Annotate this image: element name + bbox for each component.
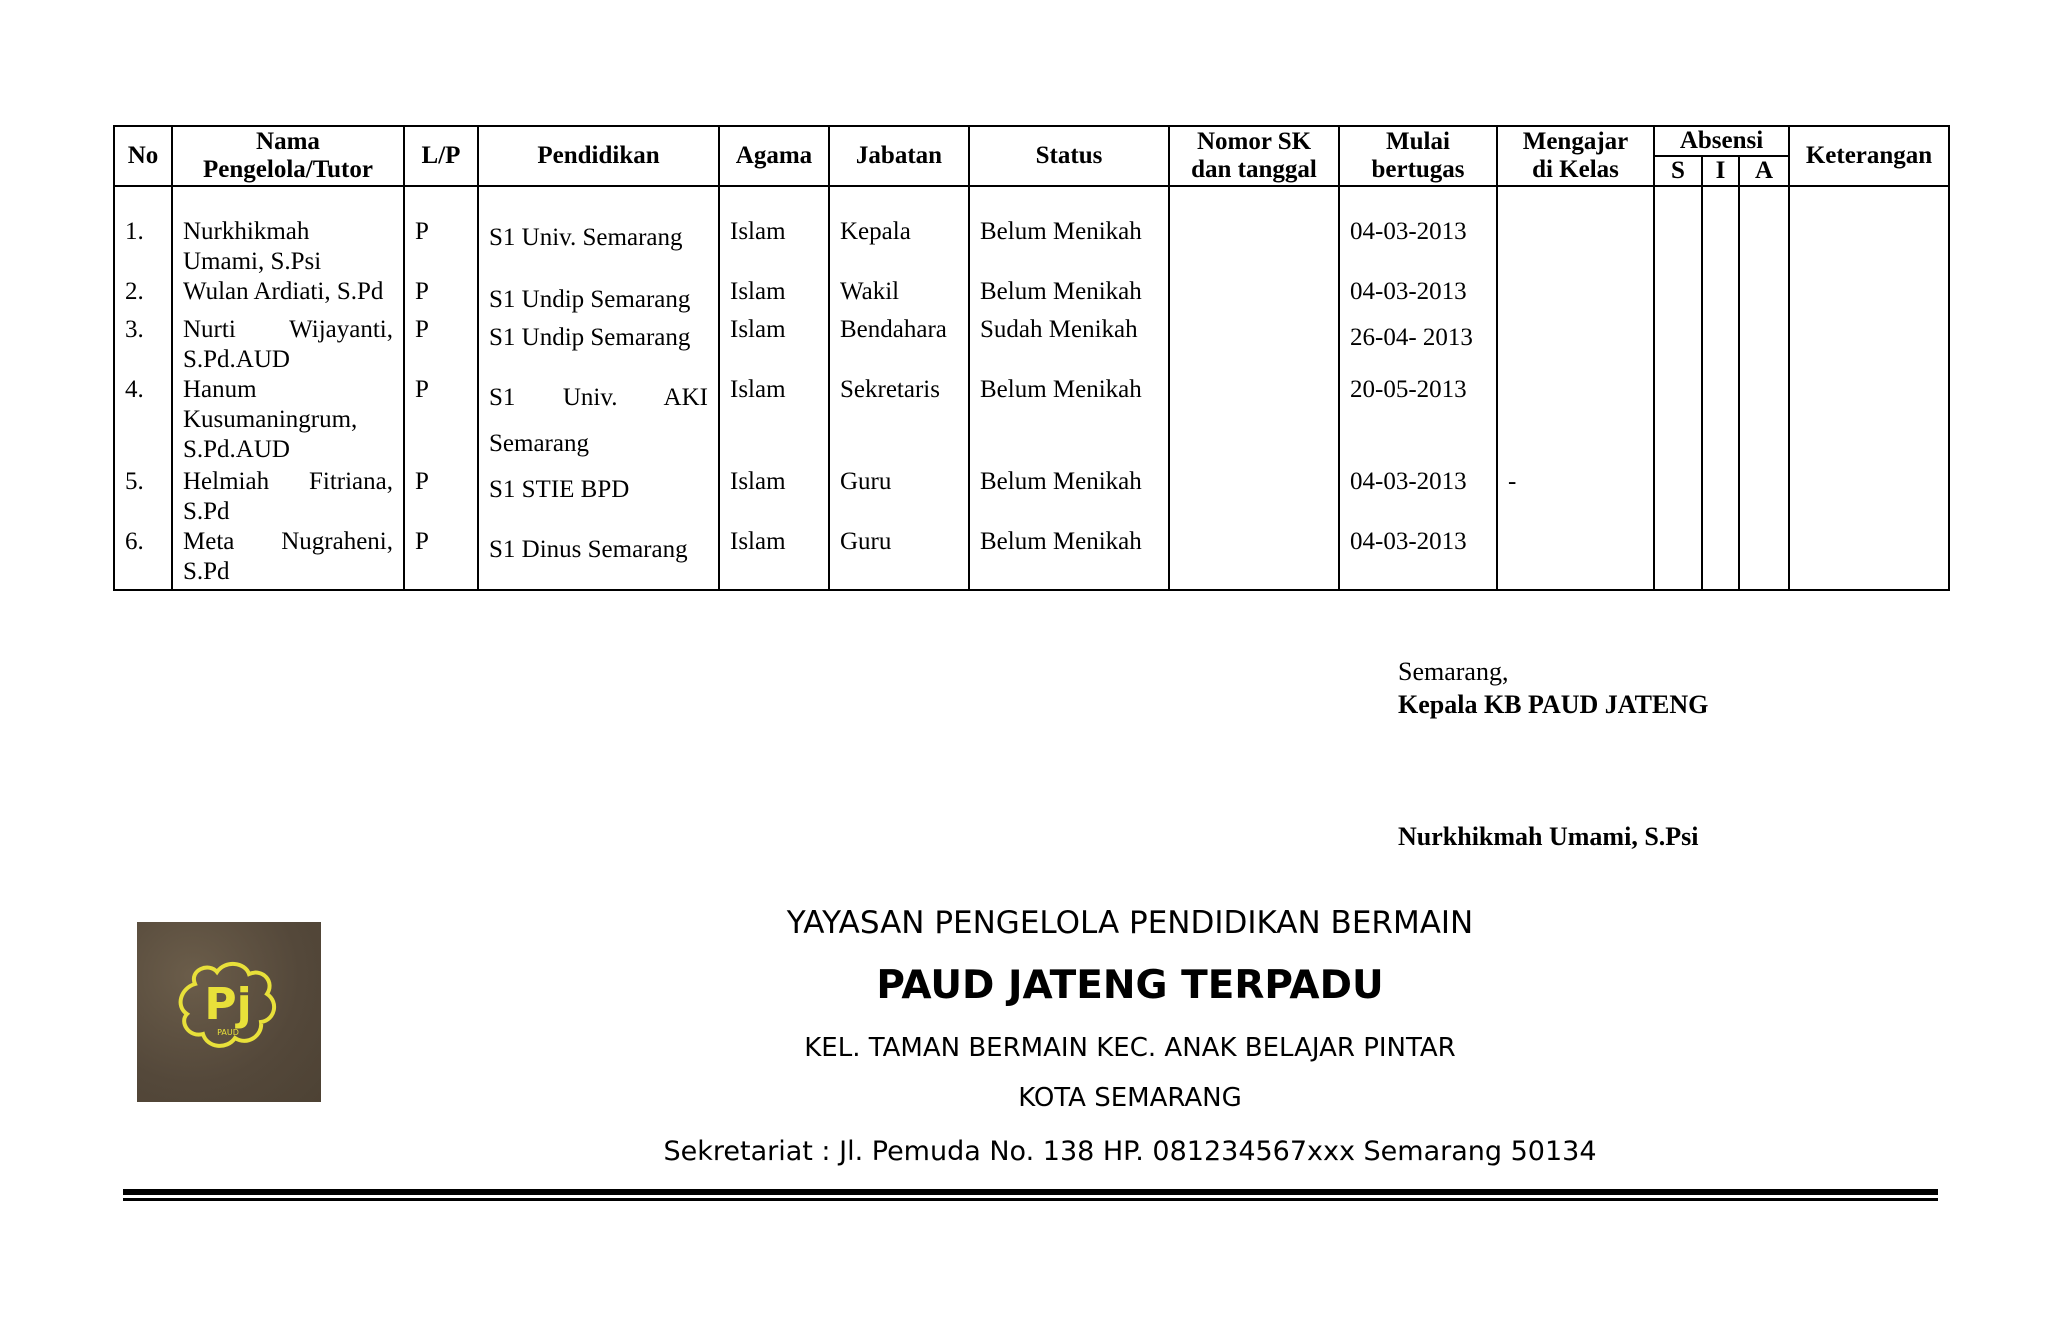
cell-keterangan xyxy=(1789,527,1949,590)
cell-pendidikan: S1 Undip Semarang xyxy=(478,277,719,315)
cell-mengajar: - xyxy=(1497,467,1654,527)
header-nomor-sk: Nomor SK dan tanggal xyxy=(1169,126,1339,186)
table-header xyxy=(114,126,1949,186)
cell-pendidikan: S1 Univ. Semarang xyxy=(478,186,719,277)
cell-absensi-a xyxy=(1739,527,1789,590)
cell-status: Belum Menikah xyxy=(969,467,1169,527)
cell-absensi-i xyxy=(1702,527,1739,590)
cell-nomor-sk xyxy=(1169,375,1339,467)
cell-mulai: 04-03-2013 xyxy=(1339,186,1497,277)
logo-mark-icon xyxy=(137,922,321,1102)
cell-nama: Meta Nugraheni, S.Pd xyxy=(172,527,404,590)
cell-nama: Nurkhikmah Umami, S.Psi xyxy=(172,186,404,277)
header-absensi-i: I xyxy=(1702,156,1739,186)
cell-nomor-sk xyxy=(1169,315,1339,375)
cell-pendidikan: S1 Undip Semarang xyxy=(478,315,719,375)
table-row xyxy=(114,467,1949,527)
cell-jabatan: Sekretaris xyxy=(829,375,969,467)
cell-agama: Islam xyxy=(719,186,829,277)
table-row xyxy=(114,186,1949,277)
cell-absensi-i xyxy=(1702,186,1739,277)
cell-absensi-s xyxy=(1654,186,1702,277)
header-jabatan: Jabatan xyxy=(829,126,969,186)
cell-nomor-sk xyxy=(1169,277,1339,315)
header-mulai-bertugas: Mulai bertugas xyxy=(1339,126,1497,186)
header-lp: L/P xyxy=(404,126,478,186)
staff-table xyxy=(113,125,1950,591)
signature-block xyxy=(1398,655,1709,851)
cell-keterangan xyxy=(1789,375,1949,467)
cell-absensi-a xyxy=(1739,277,1789,315)
cell-mengajar xyxy=(1497,186,1654,277)
cell-jabatan: Guru xyxy=(829,467,969,527)
cell-lp: P xyxy=(404,527,478,590)
cell-agama: Islam xyxy=(719,375,829,467)
city-line: KOTA SEMARANG xyxy=(1018,1083,1242,1113)
cell-nomor-sk xyxy=(1169,467,1339,527)
cell-agama: Islam xyxy=(719,315,829,375)
header-status: Status xyxy=(969,126,1169,186)
cell-absensi-s xyxy=(1654,375,1702,467)
table-row xyxy=(114,527,1949,590)
cell-no: 4. xyxy=(114,375,172,467)
cell-nomor-sk xyxy=(1169,527,1339,590)
header-nama: Nama Pengelola/Tutor xyxy=(172,126,404,186)
signature-place: Semarang, xyxy=(1398,657,1509,686)
cell-keterangan xyxy=(1789,315,1949,375)
cell-absensi-s xyxy=(1654,277,1702,315)
cell-no: 6. xyxy=(114,527,172,590)
header-absensi-s: S xyxy=(1654,156,1702,186)
cell-agama: Islam xyxy=(719,467,829,527)
cell-pendidikan: S1 STIE BPD xyxy=(478,467,719,527)
cell-no: 2. xyxy=(114,277,172,315)
header-absensi: Absensi xyxy=(1654,126,1789,156)
cell-absensi-s xyxy=(1654,527,1702,590)
cell-jabatan: Bendahara xyxy=(829,315,969,375)
cell-mengajar xyxy=(1497,315,1654,375)
cell-jabatan: Guru xyxy=(829,527,969,590)
signature-title: Kepala KB PAUD JATENG xyxy=(1398,690,1709,719)
cell-mulai: 04-03-2013 xyxy=(1339,467,1497,527)
cell-pendidikan: S1 Dinus Semarang xyxy=(478,527,719,590)
address-line: KEL. TAMAN BERMAIN KEC. ANAK BELAJAR PINTAR xyxy=(804,1033,1456,1063)
cell-agama: Islam xyxy=(719,277,829,315)
header-absensi-a: A xyxy=(1739,156,1789,186)
cell-absensi-i xyxy=(1702,315,1739,375)
cell-jabatan: Wakil xyxy=(829,277,969,315)
cell-nama: Nurti Wijayanti, S.Pd.AUD xyxy=(172,315,404,375)
cell-keterangan xyxy=(1789,277,1949,315)
letterhead-rule-thin xyxy=(123,1198,1938,1201)
cell-nama: Helmiah Fitriana, S.Pd xyxy=(172,467,404,527)
cell-keterangan xyxy=(1789,186,1949,277)
cell-mulai: 20-05-2013 xyxy=(1339,375,1497,467)
cell-nomor-sk xyxy=(1169,186,1339,277)
cell-absensi-i xyxy=(1702,375,1739,467)
cell-nama: Wulan Ardiati, S.Pd xyxy=(172,277,404,315)
cell-pendidikan: S1 Univ. AKI Semarang xyxy=(478,375,719,467)
cell-status: Belum Menikah xyxy=(969,186,1169,277)
signature-name: Nurkhikmah Umami, S.Psi xyxy=(1398,822,1699,851)
header-agama: Agama xyxy=(719,126,829,186)
school-name: PAUD JATENG TERPADU xyxy=(876,963,1384,1008)
secretariat-line: Sekretariat : Jl. Pemuda No. 138 HP. 081234567xxx Semarang 50134 xyxy=(663,1136,1597,1167)
header-no: No xyxy=(114,126,172,186)
cell-absensi-a xyxy=(1739,186,1789,277)
cell-absensi-a xyxy=(1739,375,1789,467)
cell-lp: P xyxy=(404,375,478,467)
cell-absensi-i xyxy=(1702,277,1739,315)
logo-subtext: PAUD xyxy=(217,1028,239,1037)
cell-nama: Hanum Kusumaningrum, S.Pd.AUD xyxy=(172,375,404,467)
foundation-name: YAYASAN PENGELOLA PENDIDIKAN BERMAIN xyxy=(786,905,1474,941)
table-body xyxy=(114,186,1949,590)
cell-mengajar xyxy=(1497,375,1654,467)
table-row xyxy=(114,277,1949,315)
cell-no: 1. xyxy=(114,186,172,277)
cell-absensi-s xyxy=(1654,315,1702,375)
cell-mulai: 04-03-2013 xyxy=(1339,277,1497,315)
cell-keterangan xyxy=(1789,467,1949,527)
cell-status: Belum Menikah xyxy=(969,277,1169,315)
cell-status: Belum Menikah xyxy=(969,375,1169,467)
cell-mengajar xyxy=(1497,277,1654,315)
cell-mulai: 26-04- 2013 xyxy=(1339,315,1497,375)
letterhead-rule-thick xyxy=(123,1189,1938,1195)
school-logo xyxy=(137,922,321,1102)
cell-absensi-s xyxy=(1654,467,1702,527)
cell-lp: P xyxy=(404,186,478,277)
cell-absensi-a xyxy=(1739,467,1789,527)
table-row xyxy=(114,315,1949,375)
cell-mengajar xyxy=(1497,527,1654,590)
cell-mulai: 04-03-2013 xyxy=(1339,527,1497,590)
cell-lp: P xyxy=(404,467,478,527)
cell-lp: P xyxy=(404,315,478,375)
cell-no: 3. xyxy=(114,315,172,375)
cell-absensi-a xyxy=(1739,315,1789,375)
cell-status: Belum Menikah xyxy=(969,527,1169,590)
cell-status: Sudah Menikah xyxy=(969,315,1169,375)
cell-no: 5. xyxy=(114,467,172,527)
cell-absensi-i xyxy=(1702,467,1739,527)
logo-text: Pj xyxy=(204,979,252,1030)
header-pendidikan: Pendidikan xyxy=(478,126,719,186)
header-mengajar: Mengajar di Kelas xyxy=(1497,126,1654,186)
cell-jabatan: Kepala xyxy=(829,186,969,277)
cell-agama: Islam xyxy=(719,527,829,590)
cell-lp: P xyxy=(404,277,478,315)
header-keterangan: Keterangan xyxy=(1789,126,1949,186)
table-row xyxy=(114,375,1949,467)
